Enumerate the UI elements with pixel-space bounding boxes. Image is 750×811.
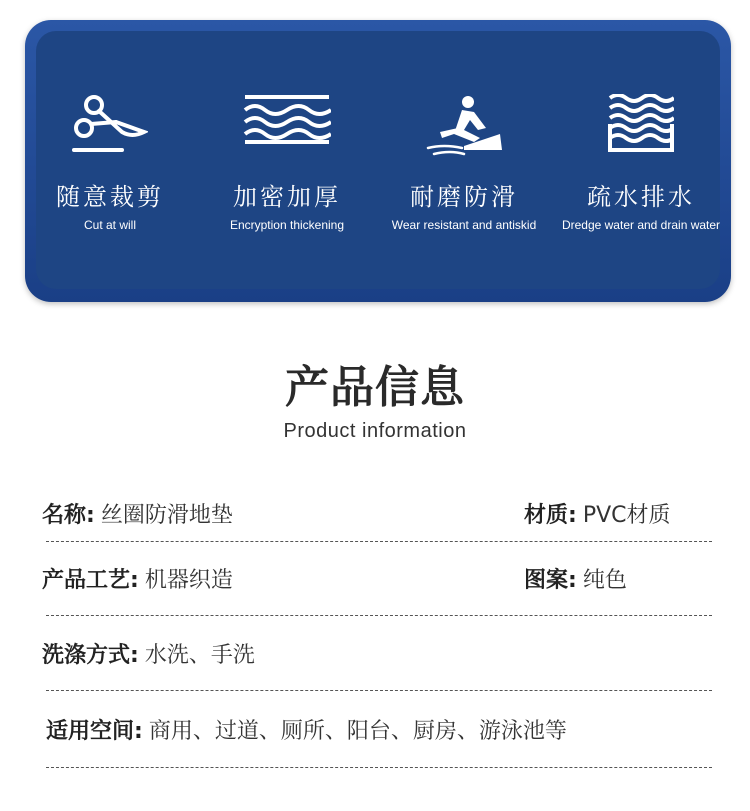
spec-value: 丝圈防滑地垫 xyxy=(100,503,233,528)
features-banner xyxy=(25,20,731,302)
feature-subtitle: Wear resistant and antiskid xyxy=(391,218,537,232)
skier-icon xyxy=(424,94,504,158)
spec-name xyxy=(42,496,233,536)
spec-process xyxy=(42,561,233,601)
spec-value: PVC材质 xyxy=(582,503,671,528)
features-banner-inner xyxy=(36,31,720,289)
water-waves-icon xyxy=(608,94,674,152)
feature-title: 随意裁剪 xyxy=(56,183,164,211)
spec-label: 材质: xyxy=(524,503,577,528)
dashed-divider xyxy=(46,767,712,768)
dashed-divider xyxy=(46,690,712,691)
spec-value: 机器织造 xyxy=(144,568,233,593)
scissors-icon xyxy=(72,94,148,154)
spec-label: 名称: xyxy=(42,503,95,528)
spec-row xyxy=(42,561,712,601)
section-title: 产品信息 xyxy=(285,362,465,413)
spec-wash xyxy=(42,636,255,676)
dashed-divider xyxy=(46,541,712,542)
feature-title: 疏水排水 xyxy=(587,183,695,211)
feature-title: 加密加厚 xyxy=(233,183,341,211)
spec-value: 商用、过道、厕所、阳台、厨房、游泳池等 xyxy=(148,719,567,744)
spec-material xyxy=(524,496,671,536)
feature-subtitle: Dredge water and drain water xyxy=(561,218,721,232)
section-subtitle: Product information xyxy=(283,420,467,442)
feature-subtitle: Cut at will xyxy=(83,218,136,232)
spec-value: 纯色 xyxy=(582,568,627,593)
spec-row xyxy=(42,636,712,676)
spec-label: 产品工艺: xyxy=(42,568,139,593)
spec-row xyxy=(42,712,712,752)
spec-label: 图案: xyxy=(524,568,577,593)
spec-label: 适用空间: xyxy=(46,719,143,744)
spec-row xyxy=(42,496,712,536)
spec-label: 洗涤方式: xyxy=(42,643,139,668)
feature-subtitle: Encryption thickening xyxy=(229,218,345,232)
dashed-divider xyxy=(46,615,712,616)
layers-wave-icon xyxy=(243,94,331,144)
spec-pattern xyxy=(524,561,627,601)
spec-space xyxy=(46,712,567,752)
spec-value: 水洗、手洗 xyxy=(144,643,255,668)
feature-title: 耐磨防滑 xyxy=(410,183,518,211)
